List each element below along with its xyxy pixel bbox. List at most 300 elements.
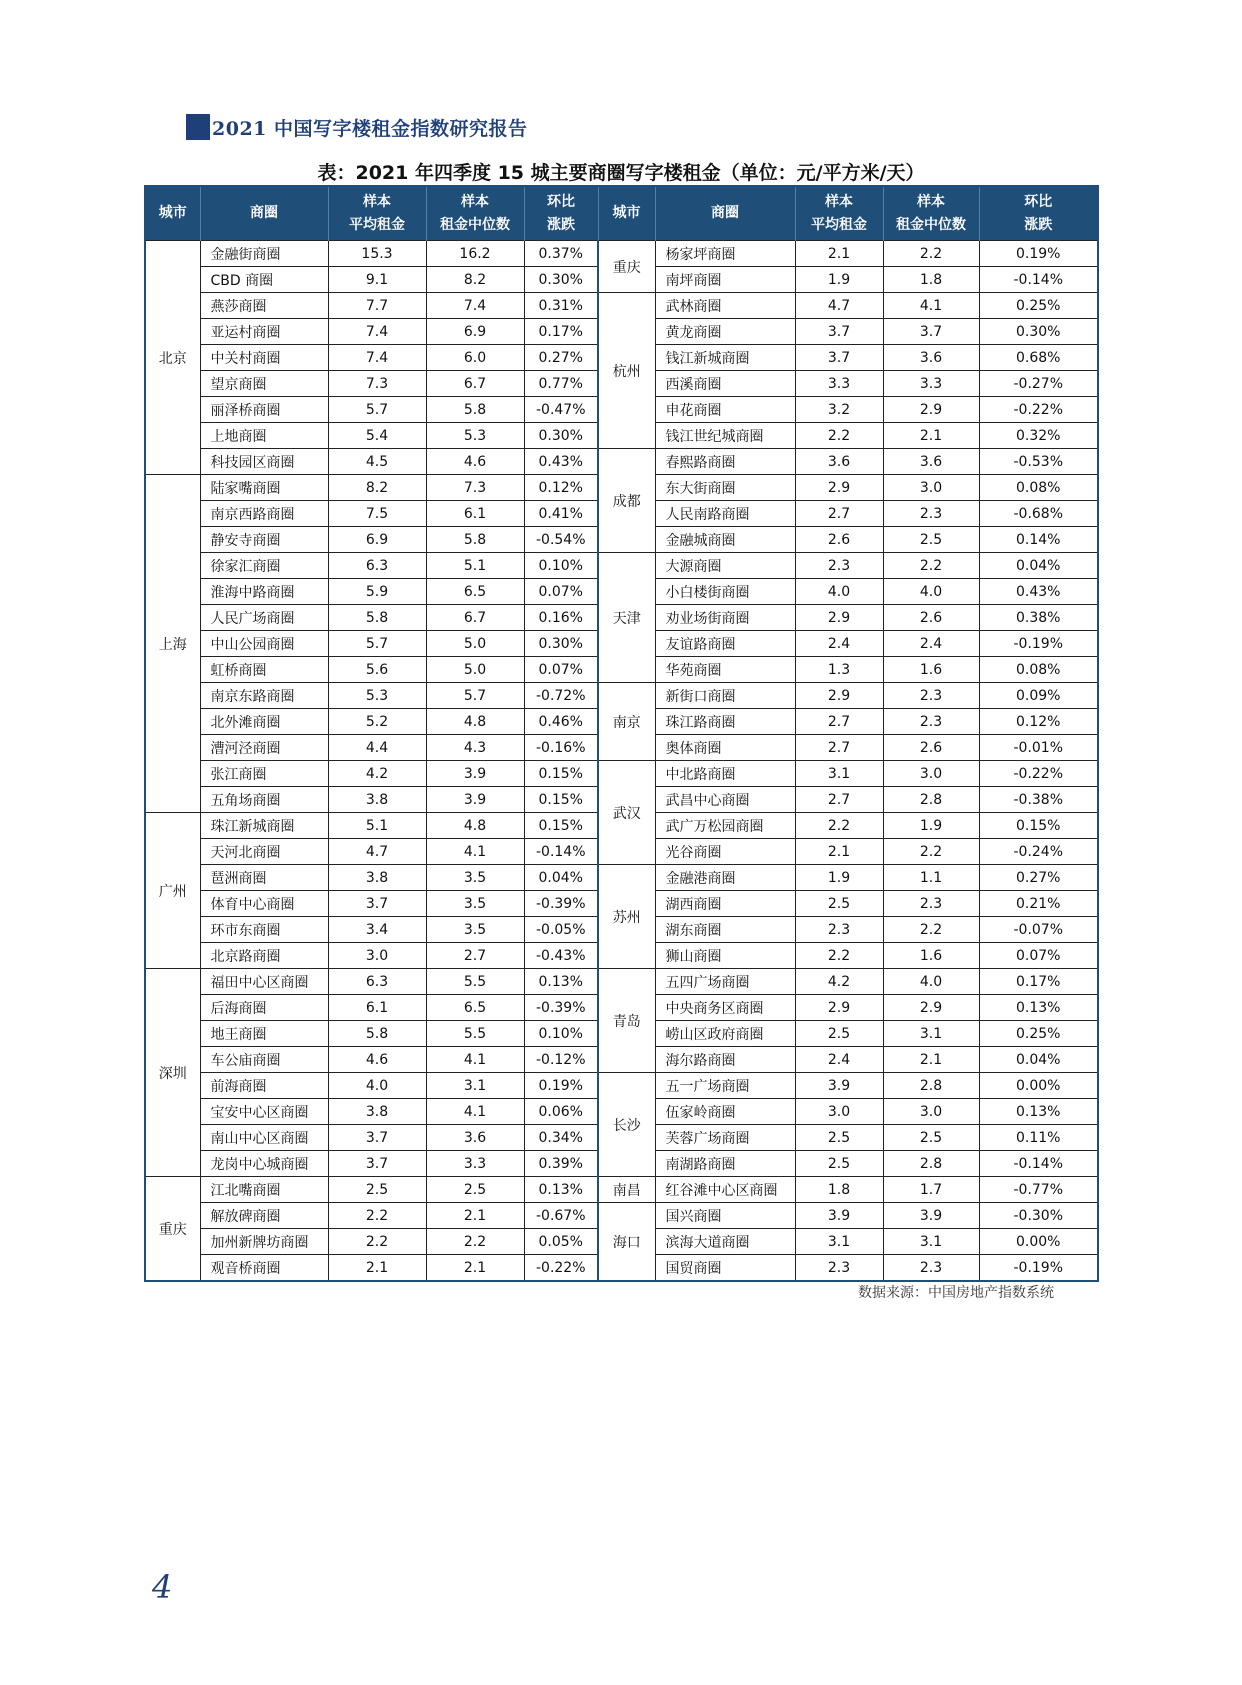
change-cell: -0.39% (524, 891, 598, 917)
avg-rent-cell: 2.2 (328, 1229, 426, 1255)
avg-rent-cell: 3.7 (328, 1125, 426, 1151)
median-rent-cell: 8.2 (426, 267, 524, 293)
avg-rent-cell: 3.7 (795, 319, 883, 345)
column-header: 商圈 (655, 186, 795, 241)
median-rent-cell: 4.8 (426, 709, 524, 735)
avg-rent-cell: 2.2 (795, 423, 883, 449)
median-rent-cell: 2.3 (883, 709, 979, 735)
avg-rent-cell: 6.3 (328, 553, 426, 579)
median-rent-cell: 4.0 (883, 969, 979, 995)
column-header: 环比 涨跌 (524, 186, 598, 241)
median-rent-cell: 1.1 (883, 865, 979, 891)
district-cell: 前海商圈 (200, 1073, 328, 1099)
district-cell: CBD 商圈 (200, 267, 328, 293)
median-rent-cell: 6.1 (426, 501, 524, 527)
avg-rent-cell: 7.7 (328, 293, 426, 319)
change-cell: 0.30% (979, 319, 1098, 345)
district-cell: 南京东路商圈 (200, 683, 328, 709)
column-header: 样本 租金中位数 (883, 186, 979, 241)
table-title: 表：2021 年四季度 15 城主要商圈写字楼租金（单位：元/平方米/天） (317, 162, 925, 184)
avg-rent-cell: 3.9 (795, 1073, 883, 1099)
change-cell: 0.04% (979, 553, 1098, 579)
median-rent-cell: 3.9 (883, 1203, 979, 1229)
median-rent-cell: 2.1 (883, 1047, 979, 1073)
change-cell: 0.12% (524, 475, 598, 501)
change-cell: -0.38% (979, 787, 1098, 813)
avg-rent-cell: 4.5 (328, 449, 426, 475)
avg-rent-cell: 4.0 (328, 1073, 426, 1099)
change-cell: -0.67% (524, 1203, 598, 1229)
change-cell: 0.11% (979, 1125, 1098, 1151)
avg-rent-cell: 7.4 (328, 345, 426, 371)
avg-rent-cell: 3.8 (328, 1099, 426, 1125)
change-cell: 0.31% (524, 293, 598, 319)
report-header (186, 114, 528, 140)
change-cell: 0.25% (979, 1021, 1098, 1047)
district-cell: 张江商圈 (200, 761, 328, 787)
change-cell: 0.68% (979, 345, 1098, 371)
district-cell: 国兴商圈 (655, 1203, 795, 1229)
change-cell: -0.14% (979, 267, 1098, 293)
avg-rent-cell: 2.7 (795, 735, 883, 761)
median-rent-cell: 4.0 (883, 579, 979, 605)
table-row (145, 1177, 1098, 1203)
change-cell: -0.72% (524, 683, 598, 709)
district-cell: 金融港商圈 (655, 865, 795, 891)
median-rent-cell: 4.3 (426, 735, 524, 761)
median-rent-cell: 5.8 (426, 397, 524, 423)
median-rent-cell: 1.6 (883, 943, 979, 969)
change-cell: 0.17% (979, 969, 1098, 995)
district-cell: 丽泽桥商圈 (200, 397, 328, 423)
district-cell: 人民广场商圈 (200, 605, 328, 631)
table-row (145, 761, 1098, 787)
district-cell: 天河北商圈 (200, 839, 328, 865)
table-row (145, 683, 1098, 709)
median-rent-cell: 3.1 (883, 1229, 979, 1255)
district-cell: 环市东商圈 (200, 917, 328, 943)
avg-rent-cell: 2.3 (795, 917, 883, 943)
median-rent-cell: 2.4 (883, 631, 979, 657)
district-cell: 龙岗中心城商圈 (200, 1151, 328, 1177)
median-rent-cell: 5.3 (426, 423, 524, 449)
avg-rent-cell: 3.8 (328, 787, 426, 813)
avg-rent-cell: 5.8 (328, 605, 426, 631)
avg-rent-cell: 4.7 (328, 839, 426, 865)
change-cell: 0.30% (524, 631, 598, 657)
change-cell: 0.07% (524, 657, 598, 683)
district-cell: 加州新牌坊商圈 (200, 1229, 328, 1255)
district-cell: 伍家岭商圈 (655, 1099, 795, 1125)
change-cell: -0.22% (979, 761, 1098, 787)
district-cell: 南坪商圈 (655, 267, 795, 293)
median-rent-cell: 5.8 (426, 527, 524, 553)
district-cell: 春熙路商圈 (655, 449, 795, 475)
city-cell: 上海 (145, 475, 200, 813)
change-cell: 0.08% (979, 657, 1098, 683)
district-cell: 淮海中路商圈 (200, 579, 328, 605)
avg-rent-cell: 3.3 (795, 371, 883, 397)
median-rent-cell: 5.1 (426, 553, 524, 579)
city-cell: 北京 (145, 241, 200, 475)
table-row (145, 1073, 1098, 1099)
avg-rent-cell: 6.1 (328, 995, 426, 1021)
median-rent-cell: 3.6 (883, 449, 979, 475)
change-cell: 0.34% (524, 1125, 598, 1151)
district-cell: 红谷滩中心区商圈 (655, 1177, 795, 1203)
change-cell: -0.27% (979, 371, 1098, 397)
avg-rent-cell: 3.4 (328, 917, 426, 943)
median-rent-cell: 4.6 (426, 449, 524, 475)
city-cell: 苏州 (598, 865, 655, 969)
avg-rent-cell: 2.3 (795, 553, 883, 579)
district-cell: 友谊路商圈 (655, 631, 795, 657)
median-rent-cell: 4.1 (426, 839, 524, 865)
avg-rent-cell: 15.3 (328, 241, 426, 267)
avg-rent-cell: 6.3 (328, 969, 426, 995)
district-cell: 东大街商圈 (655, 475, 795, 501)
median-rent-cell: 3.7 (883, 319, 979, 345)
district-cell: 武广万松园商圈 (655, 813, 795, 839)
city-cell: 成都 (598, 449, 655, 553)
median-rent-cell: 4.1 (426, 1047, 524, 1073)
district-cell: 国贸商圈 (655, 1255, 795, 1282)
median-rent-cell: 3.0 (883, 1099, 979, 1125)
district-cell: 小白楼街商圈 (655, 579, 795, 605)
avg-rent-cell: 2.1 (328, 1255, 426, 1282)
median-rent-cell: 3.5 (426, 891, 524, 917)
change-cell: -0.07% (979, 917, 1098, 943)
change-cell: 0.21% (979, 891, 1098, 917)
city-cell: 重庆 (598, 241, 655, 293)
change-cell: 0.25% (979, 293, 1098, 319)
avg-rent-cell: 3.6 (795, 449, 883, 475)
avg-rent-cell: 7.3 (328, 371, 426, 397)
city-cell: 广州 (145, 813, 200, 969)
avg-rent-cell: 3.0 (328, 943, 426, 969)
district-cell: 上地商圈 (200, 423, 328, 449)
median-rent-cell: 2.3 (883, 683, 979, 709)
change-cell: 0.43% (524, 449, 598, 475)
avg-rent-cell: 9.1 (328, 267, 426, 293)
change-cell: 0.19% (524, 1073, 598, 1099)
district-cell: 望京商圈 (200, 371, 328, 397)
change-cell: 0.07% (979, 943, 1098, 969)
median-rent-cell: 2.8 (883, 1151, 979, 1177)
district-cell: 珠江新城商圈 (200, 813, 328, 839)
median-rent-cell: 4.1 (426, 1099, 524, 1125)
median-rent-cell: 3.0 (883, 761, 979, 787)
avg-rent-cell: 3.7 (795, 345, 883, 371)
median-rent-cell: 3.1 (426, 1073, 524, 1099)
city-cell: 杭州 (598, 293, 655, 449)
median-rent-cell: 3.3 (426, 1151, 524, 1177)
change-cell: -0.54% (524, 527, 598, 553)
change-cell: 0.43% (979, 579, 1098, 605)
city-cell: 天津 (598, 553, 655, 683)
median-rent-cell: 5.5 (426, 1021, 524, 1047)
change-cell: -0.14% (524, 839, 598, 865)
change-cell: 0.07% (524, 579, 598, 605)
column-header: 环比 涨跌 (979, 186, 1098, 241)
avg-rent-cell: 2.7 (795, 709, 883, 735)
district-cell: 劝业场街商圈 (655, 605, 795, 631)
change-cell: -0.14% (979, 1151, 1098, 1177)
district-cell: 后海商圈 (200, 995, 328, 1021)
avg-rent-cell: 2.7 (795, 787, 883, 813)
avg-rent-cell: 3.1 (795, 1229, 883, 1255)
district-cell: 宝安中心区商圈 (200, 1099, 328, 1125)
median-rent-cell: 2.2 (883, 839, 979, 865)
avg-rent-cell: 2.4 (795, 1047, 883, 1073)
median-rent-cell: 2.1 (883, 423, 979, 449)
city-cell: 长沙 (598, 1073, 655, 1177)
avg-rent-cell: 2.5 (795, 1125, 883, 1151)
district-cell: 海尔路商圈 (655, 1047, 795, 1073)
median-rent-cell: 5.5 (426, 969, 524, 995)
avg-rent-cell: 5.6 (328, 657, 426, 683)
district-cell: 华苑商圈 (655, 657, 795, 683)
district-cell: 光谷商圈 (655, 839, 795, 865)
change-cell: -0.22% (524, 1255, 598, 1282)
avg-rent-cell: 4.0 (795, 579, 883, 605)
table-row (145, 241, 1098, 267)
district-cell: 北外滩商圈 (200, 709, 328, 735)
avg-rent-cell: 2.5 (795, 1151, 883, 1177)
change-cell: 0.15% (524, 787, 598, 813)
change-cell: 0.04% (979, 1047, 1098, 1073)
change-cell: 0.13% (524, 1177, 598, 1203)
city-cell: 海口 (598, 1203, 655, 1282)
district-cell: 湖东商圈 (655, 917, 795, 943)
district-cell: 五角场商圈 (200, 787, 328, 813)
table-row (145, 449, 1098, 475)
table-row (145, 969, 1098, 995)
district-cell: 中关村商圈 (200, 345, 328, 371)
avg-rent-cell: 4.2 (328, 761, 426, 787)
district-cell: 崂山区政府商圈 (655, 1021, 795, 1047)
change-cell: 0.27% (524, 345, 598, 371)
column-header: 样本 租金中位数 (426, 186, 524, 241)
avg-rent-cell: 5.2 (328, 709, 426, 735)
avg-rent-cell: 2.2 (795, 813, 883, 839)
change-cell: -0.05% (524, 917, 598, 943)
median-rent-cell: 2.6 (883, 605, 979, 631)
avg-rent-cell: 2.2 (328, 1203, 426, 1229)
district-cell: 钱江新城商圈 (655, 345, 795, 371)
city-cell: 南昌 (598, 1177, 655, 1203)
median-rent-cell: 2.5 (426, 1177, 524, 1203)
change-cell: 0.30% (524, 423, 598, 449)
district-cell: 车公庙商圈 (200, 1047, 328, 1073)
median-rent-cell: 6.0 (426, 345, 524, 371)
avg-rent-cell: 6.9 (328, 527, 426, 553)
change-cell: 0.04% (524, 865, 598, 891)
change-cell: -0.68% (979, 501, 1098, 527)
median-rent-cell: 1.8 (883, 267, 979, 293)
change-cell: -0.30% (979, 1203, 1098, 1229)
avg-rent-cell: 8.2 (328, 475, 426, 501)
change-cell: 0.38% (979, 605, 1098, 631)
median-rent-cell: 3.1 (883, 1021, 979, 1047)
district-cell: 西溪商圈 (655, 371, 795, 397)
median-rent-cell: 2.1 (426, 1203, 524, 1229)
avg-rent-cell: 5.1 (328, 813, 426, 839)
change-cell: -0.19% (979, 1255, 1098, 1282)
change-cell: 0.17% (524, 319, 598, 345)
district-cell: 江北嘴商圈 (200, 1177, 328, 1203)
district-cell: 琶洲商圈 (200, 865, 328, 891)
median-rent-cell: 3.9 (426, 761, 524, 787)
avg-rent-cell: 1.9 (795, 267, 883, 293)
median-rent-cell: 3.5 (426, 917, 524, 943)
median-rent-cell: 4.8 (426, 813, 524, 839)
city-cell: 深圳 (145, 969, 200, 1177)
change-cell: -0.01% (979, 735, 1098, 761)
district-cell: 黄龙商圈 (655, 319, 795, 345)
avg-rent-cell: 2.5 (795, 1021, 883, 1047)
column-header: 样本 平均租金 (328, 186, 426, 241)
median-rent-cell: 6.7 (426, 605, 524, 631)
district-cell: 观音桥商圈 (200, 1255, 328, 1282)
district-cell: 福田中心区商圈 (200, 969, 328, 995)
district-cell: 申花商圈 (655, 397, 795, 423)
district-cell: 静安寺商圈 (200, 527, 328, 553)
change-cell: 0.41% (524, 501, 598, 527)
median-rent-cell: 16.2 (426, 241, 524, 267)
district-cell: 中央商务区商圈 (655, 995, 795, 1021)
district-cell: 武林商圈 (655, 293, 795, 319)
district-cell: 解放碑商圈 (200, 1203, 328, 1229)
avg-rent-cell: 2.7 (795, 501, 883, 527)
change-cell: 0.12% (979, 709, 1098, 735)
median-rent-cell: 2.9 (883, 995, 979, 1021)
change-cell: 0.39% (524, 1151, 598, 1177)
change-cell: 0.16% (524, 605, 598, 631)
median-rent-cell: 1.7 (883, 1177, 979, 1203)
change-cell: -0.19% (979, 631, 1098, 657)
avg-rent-cell: 2.2 (795, 943, 883, 969)
avg-rent-cell: 2.9 (795, 683, 883, 709)
median-rent-cell: 6.5 (426, 995, 524, 1021)
median-rent-cell: 4.1 (883, 293, 979, 319)
change-cell: -0.47% (524, 397, 598, 423)
table-body (145, 241, 1098, 1282)
avg-rent-cell: 2.1 (795, 241, 883, 267)
data-source: 数据来源：中国房地产指数系统 (858, 1285, 1054, 1301)
avg-rent-cell: 2.9 (795, 605, 883, 631)
avg-rent-cell: 2.9 (795, 995, 883, 1021)
change-cell: 0.37% (524, 241, 598, 267)
district-cell: 奥体商圈 (655, 735, 795, 761)
avg-rent-cell: 4.2 (795, 969, 883, 995)
change-cell: 0.15% (524, 813, 598, 839)
district-cell: 钱江世纪城商圈 (655, 423, 795, 449)
median-rent-cell: 2.6 (883, 735, 979, 761)
median-rent-cell: 6.5 (426, 579, 524, 605)
avg-rent-cell: 5.9 (328, 579, 426, 605)
median-rent-cell: 5.0 (426, 657, 524, 683)
change-cell: -0.53% (979, 449, 1098, 475)
change-cell: 0.13% (524, 969, 598, 995)
rent-table (144, 185, 1099, 1282)
avg-rent-cell: 3.2 (795, 397, 883, 423)
district-cell: 新街口商圈 (655, 683, 795, 709)
median-rent-cell: 2.5 (883, 1125, 979, 1151)
change-cell: 0.10% (524, 1021, 598, 1047)
avg-rent-cell: 2.5 (795, 891, 883, 917)
district-cell: 陆家嘴商圈 (200, 475, 328, 501)
median-rent-cell: 6.9 (426, 319, 524, 345)
table-header-row (145, 186, 1098, 241)
median-rent-cell: 2.8 (883, 1073, 979, 1099)
report-title: 2021 中国写字楼租金指数研究报告 (212, 117, 528, 140)
median-rent-cell: 1.6 (883, 657, 979, 683)
avg-rent-cell: 2.3 (795, 1255, 883, 1282)
district-cell: 金融城商圈 (655, 527, 795, 553)
change-cell: 0.19% (979, 241, 1098, 267)
avg-rent-cell: 4.4 (328, 735, 426, 761)
change-cell: 0.08% (979, 475, 1098, 501)
avg-rent-cell: 5.7 (328, 397, 426, 423)
avg-rent-cell: 3.8 (328, 865, 426, 891)
median-rent-cell: 6.7 (426, 371, 524, 397)
table-row (145, 553, 1098, 579)
median-rent-cell: 3.3 (883, 371, 979, 397)
avg-rent-cell: 7.4 (328, 319, 426, 345)
district-cell: 五四广场商圈 (655, 969, 795, 995)
table-row (145, 1203, 1098, 1229)
change-cell: 0.10% (524, 553, 598, 579)
avg-rent-cell: 5.3 (328, 683, 426, 709)
change-cell: 0.13% (979, 995, 1098, 1021)
median-rent-cell: 2.8 (883, 787, 979, 813)
city-cell: 青岛 (598, 969, 655, 1073)
median-rent-cell: 1.9 (883, 813, 979, 839)
district-cell: 杨家坪商圈 (655, 241, 795, 267)
median-rent-cell: 2.1 (426, 1255, 524, 1282)
avg-rent-cell: 3.7 (328, 891, 426, 917)
avg-rent-cell: 3.9 (795, 1203, 883, 1229)
city-cell: 南京 (598, 683, 655, 761)
district-cell: 徐家汇商圈 (200, 553, 328, 579)
avg-rent-cell: 1.9 (795, 865, 883, 891)
median-rent-cell: 3.6 (883, 345, 979, 371)
avg-rent-cell: 2.4 (795, 631, 883, 657)
table-row (145, 293, 1098, 319)
change-cell: -0.16% (524, 735, 598, 761)
median-rent-cell: 3.5 (426, 865, 524, 891)
median-rent-cell: 2.3 (883, 1255, 979, 1282)
district-cell: 北京路商圈 (200, 943, 328, 969)
change-cell: -0.22% (979, 397, 1098, 423)
city-cell: 武汉 (598, 761, 655, 865)
column-header: 城市 (598, 186, 655, 241)
column-header: 商圈 (200, 186, 328, 241)
district-cell: 南湖路商圈 (655, 1151, 795, 1177)
median-rent-cell: 3.9 (426, 787, 524, 813)
change-cell: 0.27% (979, 865, 1098, 891)
district-cell: 南山中心区商圈 (200, 1125, 328, 1151)
change-cell: 0.15% (524, 761, 598, 787)
change-cell: -0.39% (524, 995, 598, 1021)
avg-rent-cell: 2.6 (795, 527, 883, 553)
avg-rent-cell: 5.7 (328, 631, 426, 657)
change-cell: -0.12% (524, 1047, 598, 1073)
change-cell: 0.09% (979, 683, 1098, 709)
change-cell: 0.46% (524, 709, 598, 735)
avg-rent-cell: 1.8 (795, 1177, 883, 1203)
